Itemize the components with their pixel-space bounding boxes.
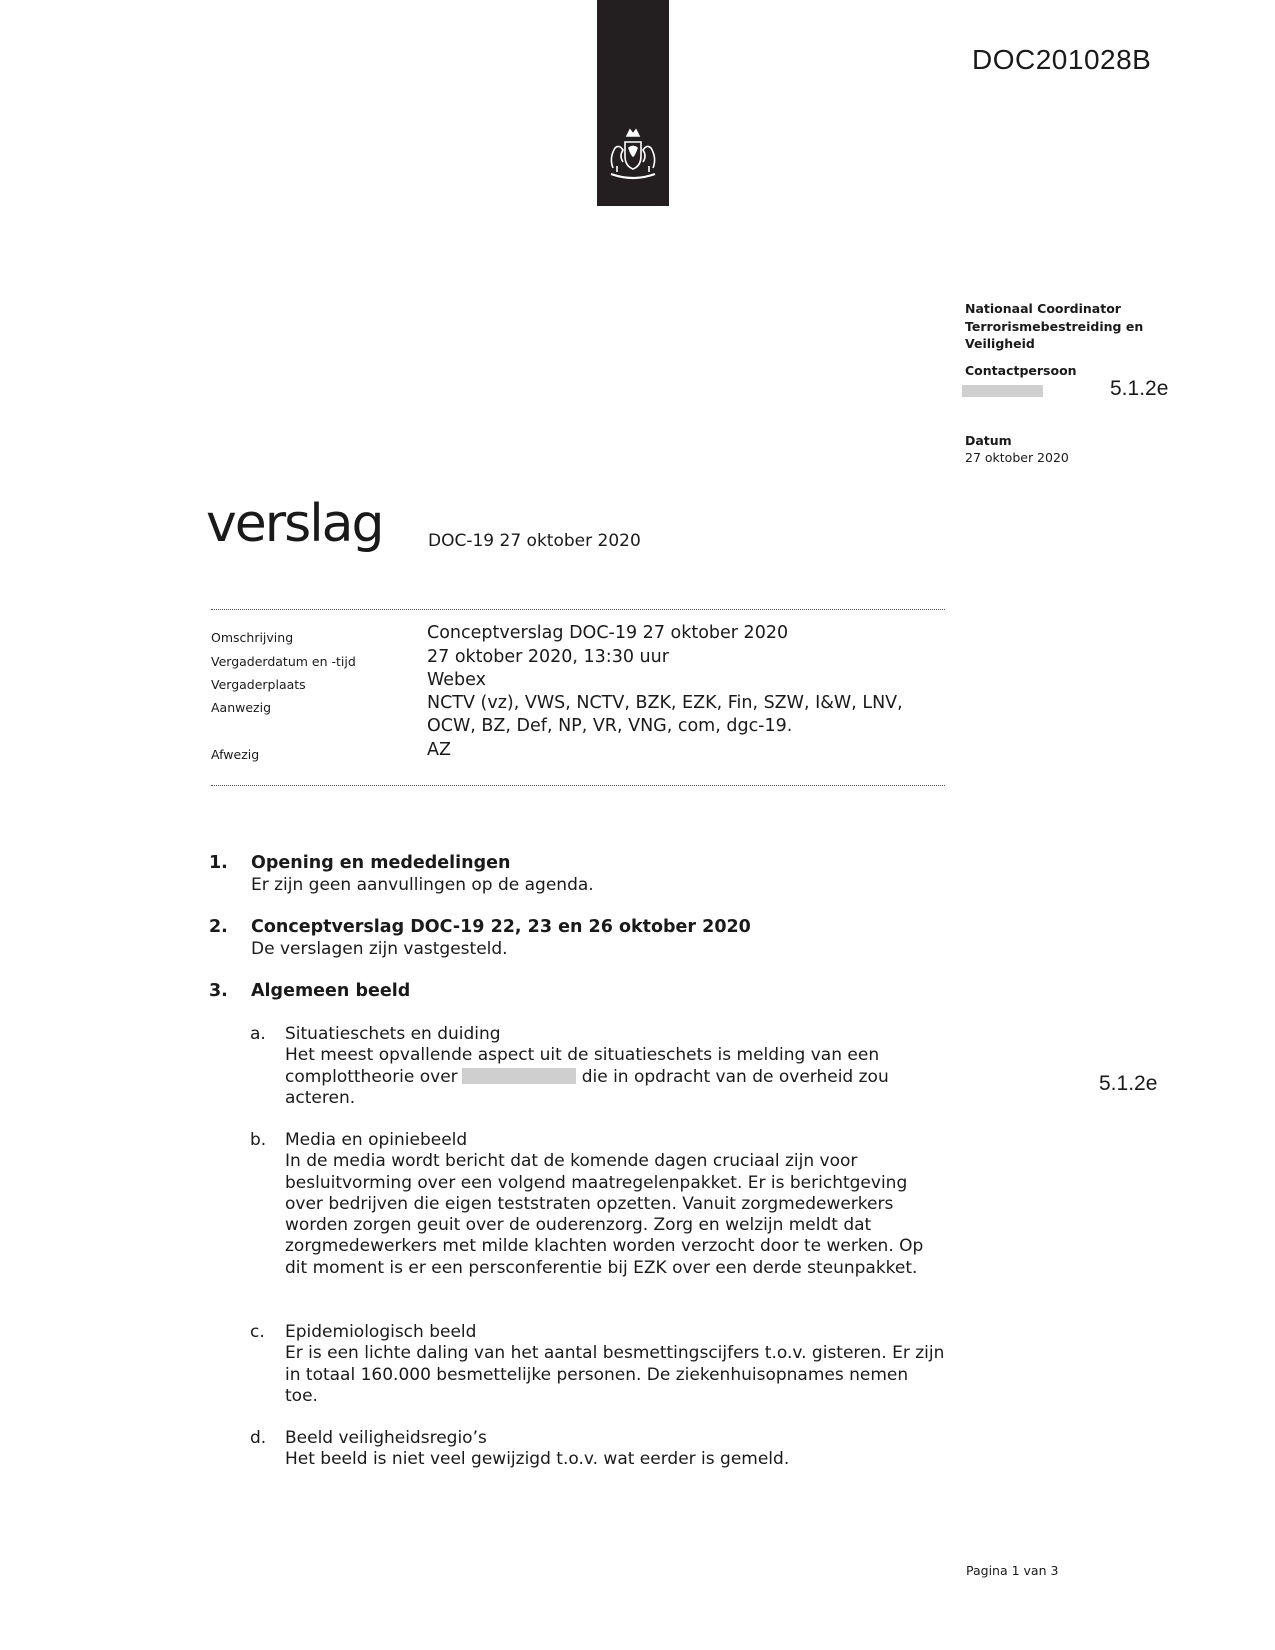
contact-label: Contactpersoon: [965, 363, 1077, 378]
meta-label-aanwezig: Aanwezig: [211, 700, 272, 715]
subsection-title: Beeld veiligheidsregio’s: [285, 1428, 487, 1448]
subsection-letter: c.: [250, 1322, 265, 1342]
date-value: 27 oktober 2020: [965, 450, 1069, 465]
subsection-text: Het beeld is niet veel gewijzigd t.o.v. wat eerder is gemeld.: [285, 1449, 790, 1470]
divider: [211, 785, 945, 786]
redaction-box: [462, 1068, 576, 1084]
subsection-text: Er is een lichte daling van het aantal besmettingscijfers t.o.v. gisteren. Er zijn in totaal 160.000 besmettelijke personen. De ziekenhuisopnames nemen toe.: [285, 1343, 945, 1406]
organization-name: Nationaal Coordinator Terrorismebestreiding en Veiligheid: [965, 301, 1144, 351]
subsection-c: [285, 1322, 945, 1407]
meta-value-omschrijving: Conceptverslag DOC-19 27 oktober 2020: [427, 623, 789, 643]
page-number: Pagina 1 van 3: [966, 1563, 1059, 1578]
meta-label-omschrijving: Omschrijving: [211, 630, 294, 645]
document-title: verslag: [206, 494, 383, 554]
meta-value-vergaderdatum: 27 oktober 2020, 13:30 uur: [427, 647, 669, 667]
section-number: 3.: [209, 981, 228, 1001]
redaction-stamp: 5.1.2e: [1110, 377, 1169, 400]
subsection-title: Media en opiniebeeld: [285, 1130, 468, 1150]
subsection-letter: b.: [250, 1130, 267, 1150]
section-text: Er zijn geen aanvullingen op de agenda.: [251, 875, 594, 895]
subsection-letter: a.: [250, 1024, 266, 1044]
section-text: De verslagen zijn vastgesteld.: [251, 939, 508, 959]
document-code: DOC201028B: [972, 44, 1152, 75]
subsection-line: [285, 1067, 945, 1088]
subsection-b: [285, 1130, 945, 1279]
subsection-d: [285, 1428, 945, 1471]
meta-value-afwezig: AZ: [427, 740, 451, 760]
subsection-a: [285, 1024, 945, 1109]
subsection-text: complottheorie over: [285, 1066, 458, 1087]
document-subtitle: DOC-19 27 oktober 2020: [428, 531, 641, 551]
redaction-stamp: 5.1.2e: [1099, 1072, 1158, 1095]
meta-label-vergaderplaats: Vergaderplaats: [211, 677, 306, 692]
section-title: Algemeen beeld: [251, 981, 411, 1001]
divider: [211, 609, 945, 610]
section-number: 2.: [209, 917, 228, 937]
subsection-letter: d.: [250, 1428, 267, 1448]
subsection-line: acteren.: [285, 1087, 356, 1108]
subsection-text: In de media wordt bericht dat de komende dagen cruciaal zijn voor besluitvorming over een volgend maatregelenpakket. Er is berichtgeving over bedrijven die eigen teststraten opzetten. Vanuit zorgmedewerkers worden zorgen geuit over de ouderenzorg. Zorg en welzijn meldt dat zorgmedewerkers met milde klachten worden verzocht door te werken. Op dit moment is er een persconferentie bij EZK over een derde steunpakket.: [285, 1151, 924, 1278]
subsection-title: Epidemiologisch beeld: [285, 1322, 477, 1342]
redaction-box: [962, 385, 1043, 397]
section-title: Conceptverslag DOC-19 22, 23 en 26 oktober 2020: [251, 917, 751, 937]
subsection-title: Situatieschets en duiding: [285, 1024, 501, 1044]
meta-value-aanwezig: NCTV (vz), VWS, NCTV, BZK, EZK, Fin, SZW, I&W, LNV, OCW, BZ, Def, NP, VR, VNG, com, dgc-19.: [427, 693, 903, 736]
date-label: Datum: [965, 433, 1012, 448]
meta-label-afwezig: Afwezig: [211, 747, 260, 762]
subsection-text: die in opdracht van de overheid zou: [581, 1066, 889, 1087]
section-number: 1.: [209, 853, 228, 873]
subsection-line: Het meest opvallende aspect uit de situatieschets is melding van een: [285, 1045, 880, 1066]
meta-value-vergaderplaats: Webex: [427, 670, 486, 690]
meta-label-vergaderdatum: Vergaderdatum en -tijd: [211, 654, 356, 669]
coat-of-arms-icon: [603, 128, 663, 184]
logo-band: [597, 0, 669, 206]
section-title: Opening en mededelingen: [251, 853, 511, 873]
